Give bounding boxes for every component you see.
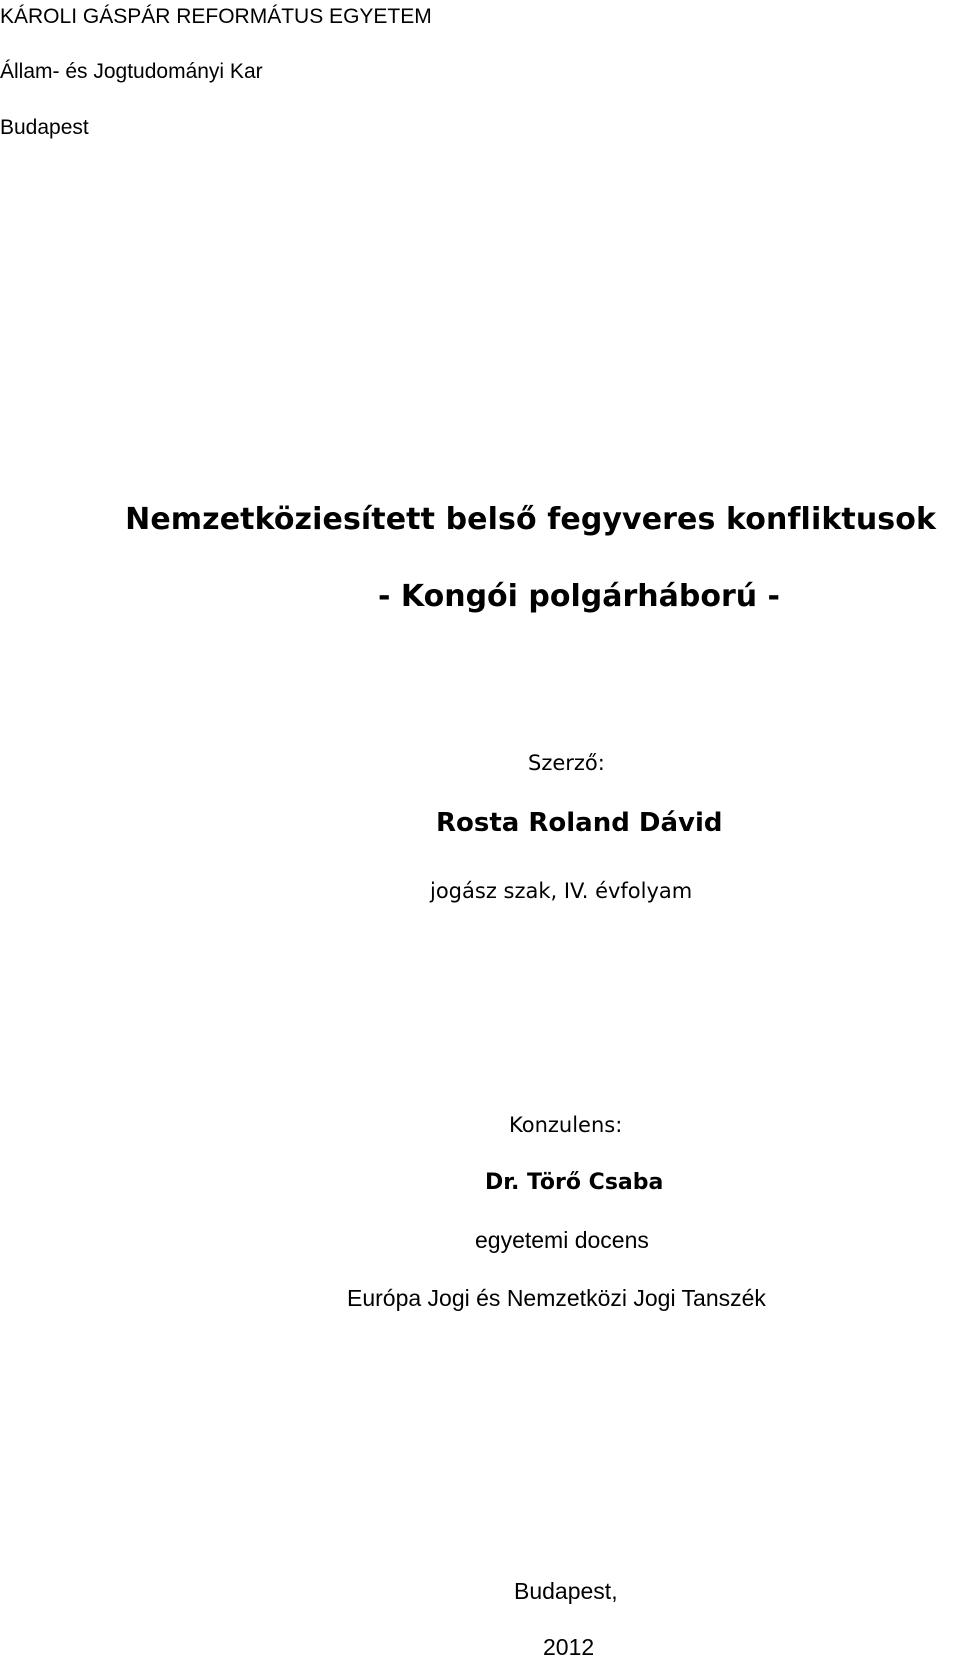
footer-year: 2012 — [543, 1634, 595, 1660]
university-name: KÁROLI GÁSPÁR REFORMÁTUS EGYETEM — [0, 5, 432, 28]
faculty-name: Állam- és Jogtudományi Kar — [0, 60, 263, 83]
author-program: jogász szak, IV. évfolyam — [430, 879, 693, 903]
author-label: Szerző: — [528, 751, 605, 775]
thesis-title: Nemzetköziesített belső fegyveres konfliktusok — [125, 502, 936, 537]
consultant-name: Dr. Törő Csaba — [485, 1170, 664, 1195]
thesis-subtitle: - Kongói polgárháború - — [378, 579, 781, 614]
consultant-department: Európa Jogi és Nemzetközi Jogi Tanszék — [347, 1285, 766, 1311]
author-name: Rosta Roland Dávid — [436, 808, 723, 838]
header-city: Budapest — [0, 116, 89, 139]
footer-city: Budapest, — [514, 1578, 618, 1604]
consultant-label: Konzulens: — [509, 1113, 623, 1137]
consultant-position: egyetemi docens — [475, 1227, 649, 1253]
